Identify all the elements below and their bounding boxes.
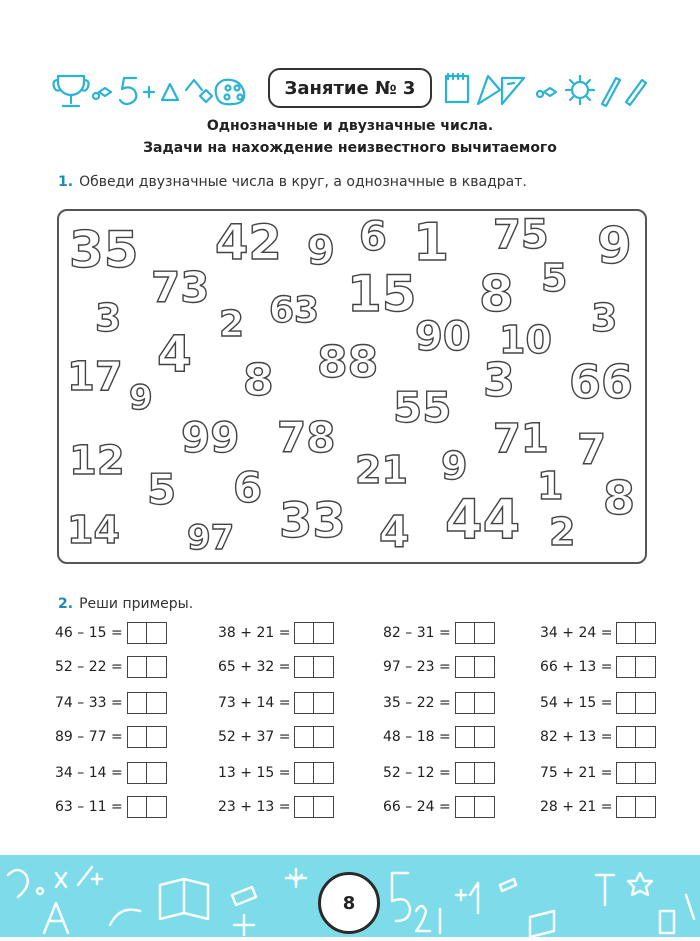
outlined-number[interactable]: 35 [69,221,139,279]
example-expression: 52 – 12 = [383,765,451,781]
example-expression: 89 – 77 = [55,729,123,745]
answer-cells [455,622,495,644]
answer-cells [616,796,656,818]
answer-cells [127,622,167,644]
answer-cell[interactable] [475,796,495,818]
outlined-number[interactable]: 66 [569,355,634,409]
answer-cell[interactable] [127,622,147,644]
outlined-number[interactable]: 6 [233,463,263,512]
example-expression: 66 – 24 = [383,799,451,815]
lesson-header [50,66,650,114]
lesson-title: Занятие № 3 [268,68,432,108]
example-item [218,692,334,714]
example-expression: 82 – 31 = [383,625,451,641]
answer-cells [294,726,334,748]
answer-cell[interactable] [147,622,167,644]
answer-cells [127,656,167,678]
answer-cell[interactable] [314,622,334,644]
answer-cells [616,656,656,678]
outlined-number[interactable]: 17 [67,354,123,400]
example-item [540,796,656,818]
example-item [383,622,495,644]
answer-cell[interactable] [314,796,334,818]
example-expression: 65 + 32 = [218,659,291,675]
answer-cells [616,762,656,784]
answer-cells [127,796,167,818]
answer-cells [294,656,334,678]
example-item [218,726,334,748]
answer-cells [127,726,167,748]
example-expression: 35 – 22 = [383,695,451,711]
example-item [55,622,167,644]
outlined-number[interactable]: 4 [379,507,410,558]
example-item [55,726,167,748]
example-expression: 28 + 21 = [540,799,613,815]
outlined-number[interactable]: 8 [243,355,274,406]
example-item [218,796,334,818]
subtitle-line1: Однозначные и двузначные числа. [206,118,494,134]
example-expression: 74 – 33 = [55,695,123,711]
answer-cells [616,622,656,644]
answer-cells [455,796,495,818]
example-item [383,656,495,678]
example-item [218,622,334,644]
answer-cell[interactable] [616,656,636,678]
answer-cell[interactable] [616,692,636,714]
outlined-number[interactable]: 63 [269,290,320,331]
outlined-number[interactable]: 9 [129,378,153,418]
example-expression: 54 + 15 = [540,695,613,711]
example-item [540,622,656,644]
example-item [218,762,334,784]
outlined-number[interactable]: 90 [415,314,471,360]
answer-cells [455,726,495,748]
answer-cell[interactable] [294,692,314,714]
example-item [383,726,495,748]
answer-cell[interactable] [455,762,475,784]
outlined-number[interactable]: 8 [603,471,636,525]
example-expression: 38 + 21 = [218,625,291,641]
example-expression: 52 + 37 = [218,729,291,745]
answer-cell[interactable] [147,692,167,714]
example-expression: 46 – 15 = [55,625,123,641]
example-item [55,656,167,678]
answer-cell[interactable] [127,796,147,818]
answer-cell[interactable] [127,762,147,784]
school-doodles-right-icon [440,66,650,114]
example-expression: 13 + 15 = [218,765,291,781]
example-expression: 82 + 13 = [540,729,613,745]
example-expression: 73 + 14 = [218,695,291,711]
example-expression: 52 – 22 = [55,659,123,675]
example-item [540,692,656,714]
task1-number: 1. [58,174,74,190]
example-item [383,692,495,714]
example-item [55,762,167,784]
answer-cell[interactable] [636,762,656,784]
answer-cells [127,692,167,714]
answer-cells [616,692,656,714]
answer-cell[interactable] [616,622,636,644]
answer-cell[interactable] [314,726,334,748]
school-doodles-left-icon [50,66,260,114]
outlined-number[interactable]: 88 [317,337,379,388]
outlined-number[interactable]: 97 [187,518,235,558]
example-expression: 66 + 13 = [540,659,613,675]
outlined-number[interactable]: 8 [479,265,514,323]
answer-cell[interactable] [294,762,314,784]
answer-cell[interactable] [314,692,334,714]
outlined-number[interactable]: 10 [499,318,552,362]
answer-cells [127,762,167,784]
task2-instruction [58,596,193,612]
example-item [55,796,167,818]
outlined-number[interactable]: 9 [441,444,468,488]
example-item [383,796,495,818]
outlined-number[interactable]: 2 [549,510,576,554]
answer-cell[interactable] [455,622,475,644]
example-item [383,762,495,784]
answer-cell[interactable] [455,796,475,818]
page-number: 8 [318,872,380,934]
outlined-number[interactable]: 6 [359,214,387,260]
outlined-number[interactable]: 4 [157,325,192,383]
example-expression: 48 – 18 = [383,729,451,745]
answer-cells [455,656,495,678]
outlined-number[interactable]: 5 [541,256,568,300]
answer-cells [294,622,334,644]
answer-cell[interactable] [636,622,656,644]
answer-cell[interactable] [455,726,475,748]
answer-cell[interactable] [475,726,495,748]
task1-instruction [58,174,527,190]
outlined-number[interactable]: 3 [591,296,618,340]
answer-cell[interactable] [294,796,314,818]
outlined-number[interactable]: 1 [413,213,450,273]
answer-cells [294,796,334,818]
answer-cell[interactable] [294,622,314,644]
answer-cell[interactable] [475,656,495,678]
numbers-field [57,209,647,564]
answer-cell[interactable] [147,656,167,678]
answer-cell[interactable] [616,796,636,818]
outlined-number[interactable]: 7 [577,425,607,474]
outlined-number[interactable]: 3 [95,296,122,340]
answer-cell[interactable] [455,656,475,678]
task1-text: Обведи двузначные числа в круг, а однозначные в квадрат. [79,174,527,190]
answer-cell[interactable] [636,656,656,678]
answer-cell[interactable] [636,726,656,748]
outlined-number[interactable]: 9 [597,217,632,275]
outlined-number[interactable]: 9 [307,228,335,274]
outlined-number[interactable]: 78 [277,413,336,462]
answer-cells [616,726,656,748]
outlined-number[interactable]: 99 [181,413,240,462]
example-expression: 97 – 23 = [383,659,451,675]
answer-cell[interactable] [475,622,495,644]
answer-cell[interactable] [616,726,636,748]
example-item [540,726,656,748]
outlined-number[interactable]: 75 [493,212,549,258]
example-item [540,656,656,678]
answer-cell[interactable] [314,656,334,678]
answer-cell[interactable] [616,762,636,784]
example-expression: 75 + 21 = [540,765,613,781]
outlined-number[interactable]: 5 [147,465,177,514]
outlined-number[interactable]: 12 [69,438,125,484]
example-expression: 23 + 13 = [218,799,291,815]
answer-cell[interactable] [475,762,495,784]
answer-cell[interactable] [127,656,147,678]
example-expression: 34 – 14 = [55,765,123,781]
example-expression: 34 + 24 = [540,625,613,641]
answer-cell[interactable] [294,656,314,678]
outlined-number[interactable]: 21 [355,448,408,492]
answer-cell[interactable] [147,796,167,818]
outlined-number[interactable]: 2 [219,304,245,345]
example-item [540,762,656,784]
task2-number: 2. [58,596,74,612]
answer-cells [455,692,495,714]
answer-cell[interactable] [147,726,167,748]
example-item [218,656,334,678]
outlined-number[interactable]: 55 [393,383,452,432]
answer-cells [294,762,334,784]
subtitle-line2: Задачи на нахождение неизвестного вычитаемого [143,140,557,156]
answer-cell[interactable] [455,692,475,714]
outlined-number[interactable]: 71 [493,416,549,462]
answer-cell[interactable] [127,726,147,748]
outlined-number[interactable]: 44 [445,488,521,551]
task2-text: Реши примеры. [79,596,194,612]
answer-cell[interactable] [475,692,495,714]
answer-cell[interactable] [636,692,656,714]
answer-cell[interactable] [147,762,167,784]
outlined-number[interactable]: 3 [483,353,516,407]
example-expression: 63 – 11 = [55,799,123,815]
outlined-number[interactable]: 1 [537,464,564,508]
outlined-number[interactable]: 33 [279,493,346,549]
outlined-number[interactable]: 14 [67,508,120,552]
answer-cells [455,762,495,784]
answer-cell[interactable] [127,692,147,714]
outlined-number[interactable]: 15 [347,265,417,323]
outlined-number[interactable]: 73 [151,263,210,312]
example-item [55,692,167,714]
answer-cell[interactable] [294,726,314,748]
outlined-number[interactable]: 42 [215,215,282,271]
answer-cells [294,692,334,714]
answer-cell[interactable] [636,796,656,818]
answer-cell[interactable] [314,762,334,784]
